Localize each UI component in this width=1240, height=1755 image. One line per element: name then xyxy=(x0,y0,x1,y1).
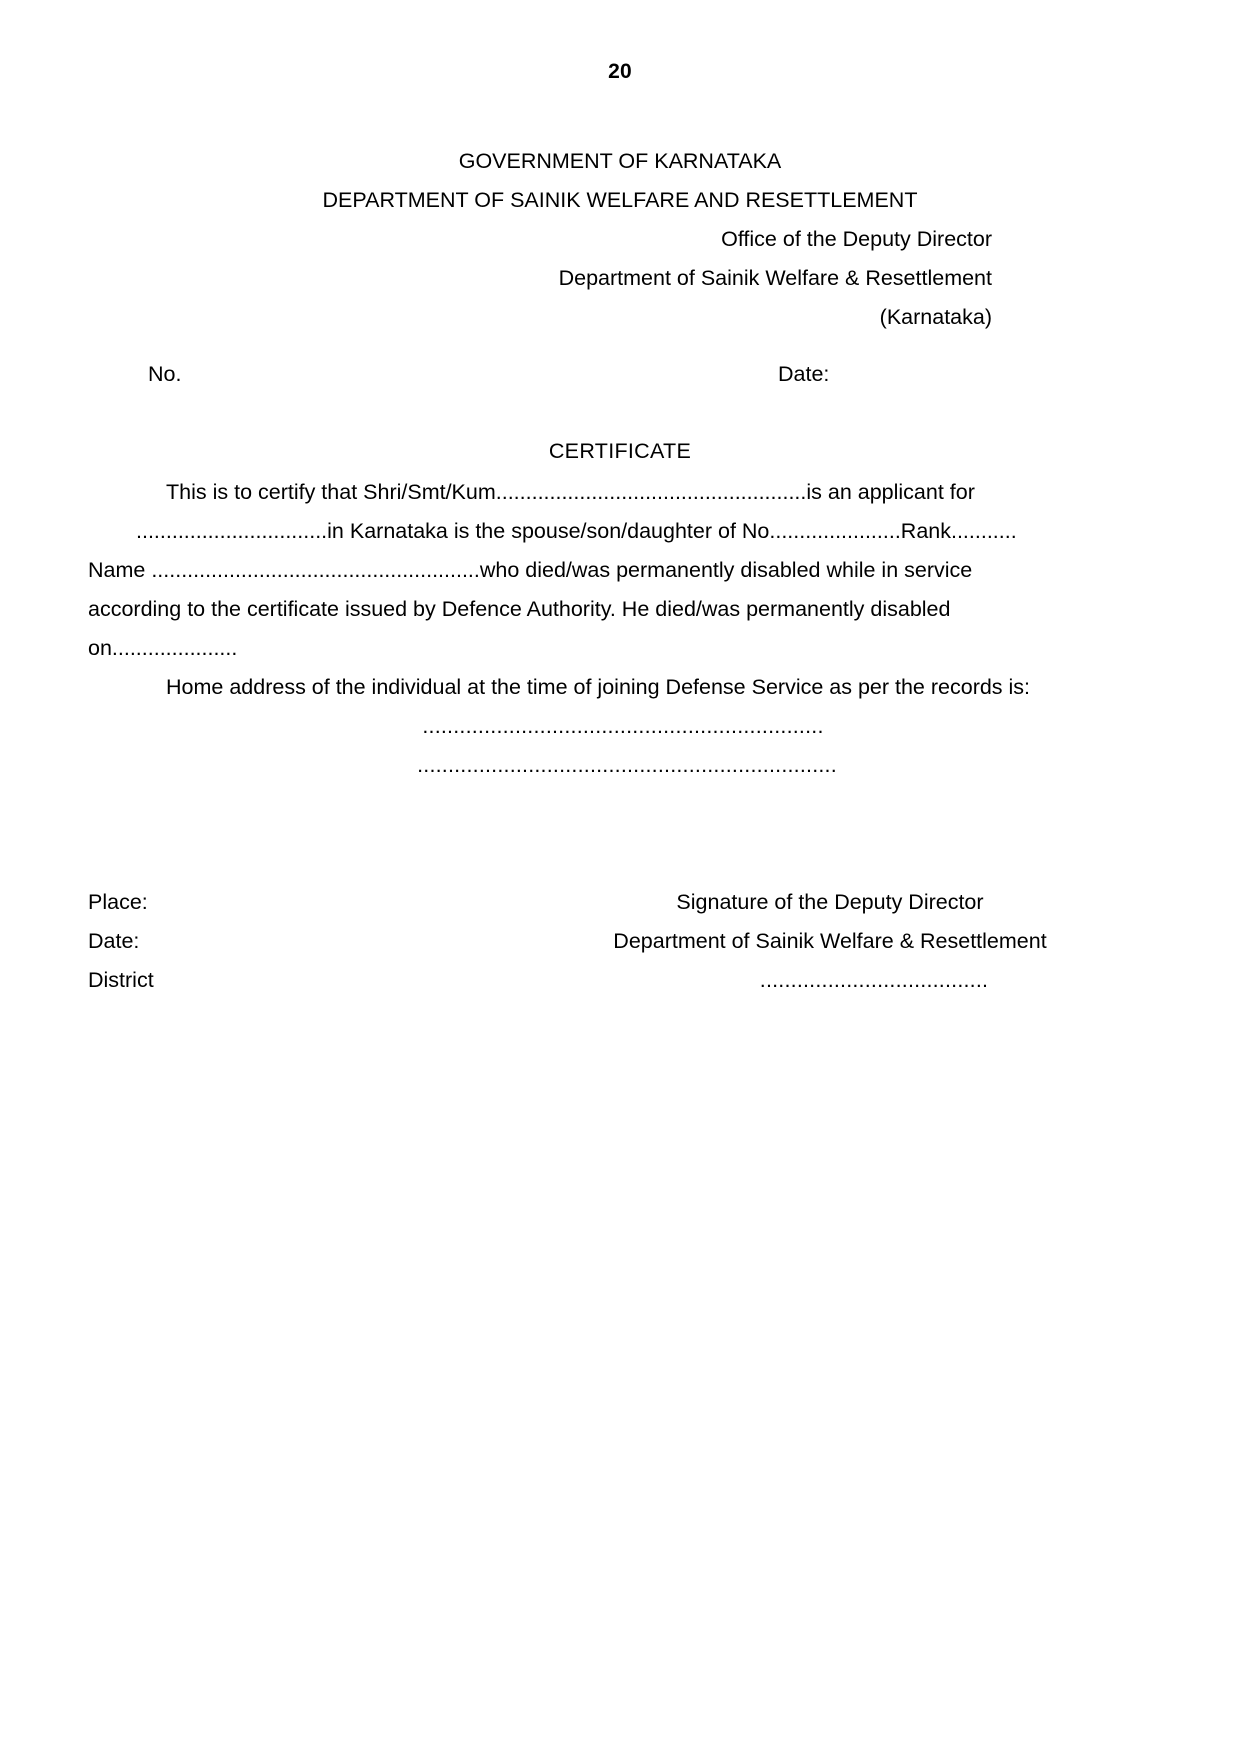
body-line-2: ................................in Karnataka is the spouse/son/daughter of No......................Rank........... xyxy=(136,519,1017,543)
body-line-1: This is to certify that Shri/Smt/Kum....................................................is an applicant for xyxy=(166,480,975,504)
district-label: District xyxy=(88,968,154,992)
certificate-heading: CERTIFICATE xyxy=(548,439,692,463)
place-label: Place: xyxy=(88,890,148,914)
date-label: Date: xyxy=(88,929,140,953)
reference-number-label: No. xyxy=(148,362,182,386)
signature-blank-line: ..................................... xyxy=(759,968,989,992)
government-title: GOVERNMENT OF KARNATAKA xyxy=(458,149,782,173)
signature-department-line: Department of Sainik Welfare & Resettlement xyxy=(613,929,1047,953)
body-line-5: on..................... xyxy=(88,636,238,660)
state-line: (Karnataka) xyxy=(879,305,992,329)
department-title: DEPARTMENT OF SAINIK WELFARE AND RESETTLEMENT xyxy=(322,188,918,212)
office-line: Office of the Deputy Director xyxy=(721,227,992,251)
signature-left-column xyxy=(88,883,508,1000)
letterhead xyxy=(88,142,1152,337)
page-number: 20 xyxy=(608,60,632,83)
certificate-body xyxy=(88,473,1152,785)
office-department-line: Department of Sainik Welfare & Resettlement xyxy=(558,266,992,290)
signature-block xyxy=(88,883,1152,1013)
signature-authority-line: Signature of the Deputy Director xyxy=(676,890,984,914)
body-line-4: according to the certificate issued by Defence Authority. He died/was permanently disabled xyxy=(88,597,951,621)
signature-right-column xyxy=(508,883,1152,1000)
document-content xyxy=(88,0,1152,1013)
address-blank-line-1: ................................................................. xyxy=(422,714,824,738)
body-line-3: Name .......................................................who died/was permanently disabled while in service xyxy=(88,558,973,582)
address-blank-line-2: .................................................................... xyxy=(417,753,837,777)
reference-row xyxy=(88,355,1152,394)
reference-date-label: Date: xyxy=(778,362,830,386)
body-line-home-address: Home address of the individual at the time of joining Defense Service as per the records is: xyxy=(166,675,1031,699)
